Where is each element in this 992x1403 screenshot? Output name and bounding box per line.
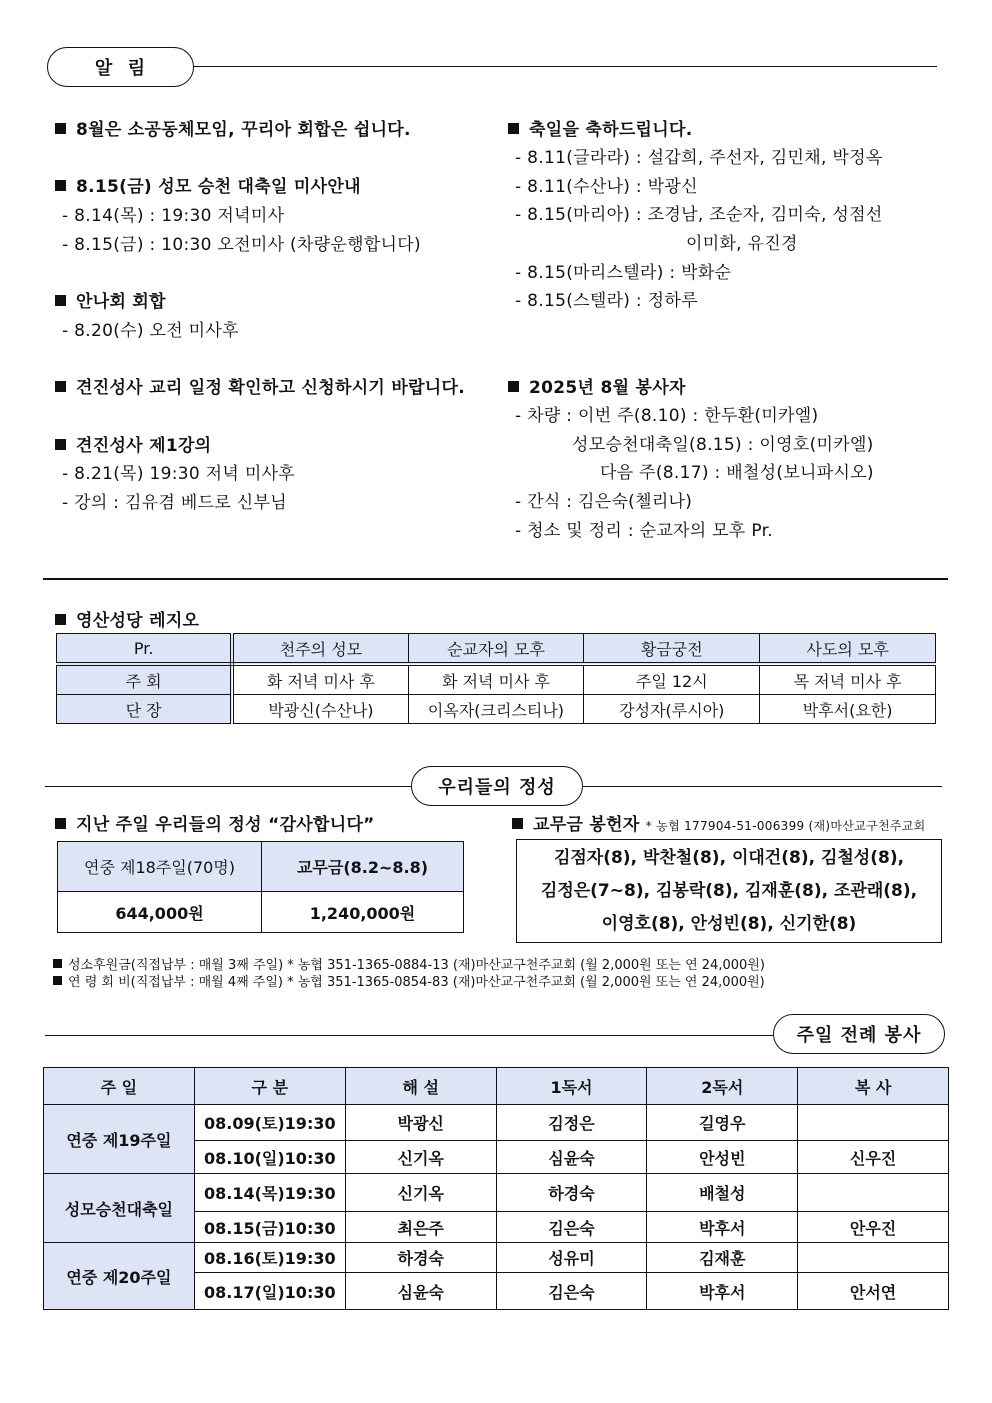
liturgy-reader-1: 김은숙 <box>496 1273 647 1310</box>
square-bullet-icon <box>55 381 66 392</box>
liturgy-reader-2: 박후서 <box>647 1273 798 1310</box>
notice-line: 성모승천대축일(8.15) : 이영호(미카엘) <box>572 435 874 455</box>
liturgy-reader-2: 안성빈 <box>647 1141 798 1174</box>
square-bullet-icon <box>55 180 66 191</box>
square-bullet-icon <box>55 295 66 306</box>
notice-line: - 8.15(금) : 10:30 오전미사 (차량운행합니다) <box>62 235 421 255</box>
notices-rule <box>193 66 937 67</box>
notice-heading: 견진성사 제1강의 <box>55 431 211 456</box>
liturgy-time: 08.09(토)19:30 <box>194 1105 345 1141</box>
square-bullet-icon <box>512 818 523 829</box>
section-divider <box>43 578 948 580</box>
liturgy-row <box>44 1243 949 1273</box>
notices-pill <box>47 47 194 87</box>
square-bullet-icon <box>55 614 66 625</box>
liturgy-sunday-name: 성모승천대축일 <box>44 1174 195 1243</box>
legio-row-label: 주 회 <box>57 664 233 695</box>
donor-line: 김정은(7~8), 김봉락(8), 김재훈(8), 조관래(8), <box>540 881 918 901</box>
liturgy-reader-1: 하경숙 <box>496 1174 647 1212</box>
offering-rule-left <box>45 786 411 787</box>
liturgy-reader-2: 박후서 <box>647 1212 798 1243</box>
notice-line: - 8.15(마리아) : 조경남, 조순자, 김미숙, 성점선 <box>515 205 883 225</box>
vocation-support-note: 성소후원금(직접납부 : 매월 3째 주일) * 농협 351-1365-0884-13 (재)마산교구천주교회 (월 2,000원 또는 연 24,000원) <box>53 954 765 973</box>
legio-cell: 이옥자(크리스티나) <box>408 695 584 724</box>
liturgy-commentator: 박광신 <box>345 1105 496 1141</box>
legio-row <box>57 664 936 695</box>
notice-line: - 8.21(목) 19:30 저녁 미사후 <box>62 464 295 484</box>
donor-line: 김점자(8), 박찬철(8), 이대건(8), 김철성(8), <box>553 848 905 868</box>
offering-value: 644,000원 <box>58 892 262 933</box>
offering-value: 1,240,000원 <box>262 892 464 933</box>
liturgy-time: 08.16(토)19:30 <box>194 1243 345 1273</box>
liturgy-commentator: 신기옥 <box>345 1174 496 1212</box>
liturgy-commentator: 심윤숙 <box>345 1273 496 1310</box>
liturgy-reader-1: 심윤숙 <box>496 1141 647 1174</box>
liturgy-header-cell: 구 분 <box>194 1068 345 1105</box>
notice-line: - 8.15(마리스텔라) : 박화순 <box>515 263 732 283</box>
liturgy-rule <box>45 1035 773 1036</box>
square-bullet-icon <box>53 976 62 985</box>
square-bullet-icon <box>55 123 66 134</box>
liturgy-server: 안우진 <box>798 1212 949 1243</box>
liturgy-time: 08.17(일)10:30 <box>194 1273 345 1310</box>
offering-pill: 우리들의 정성 <box>411 766 583 806</box>
offering-header-cell: 연중 제18주일(70명) <box>58 842 262 892</box>
legio-header-cell: 천주의 성모 <box>232 634 408 665</box>
legio-header-cell: Pr. <box>57 634 233 665</box>
liturgy-sunday-name: 연중 제19주일 <box>44 1105 195 1174</box>
liturgy-reader-1: 김정은 <box>496 1105 647 1141</box>
liturgy-commentator: 신기옥 <box>345 1141 496 1174</box>
offering-header-cell: 교무금(8.2~8.8) <box>262 842 464 892</box>
notices-pill-label: 알 림 <box>94 58 147 79</box>
liturgy-table <box>43 1067 949 1310</box>
legio-cell: 박광신(수산나) <box>232 695 408 724</box>
funeral-fee-note: 연 령 회 비(직접납부 : 매월 4째 주일) * 농협 351-1365-0854-83 (재)마산교구천주교회 (월 2,000원 또는 연 24,000원) <box>53 971 765 990</box>
offering-header-row <box>58 842 464 892</box>
liturgy-reader-1: 김은숙 <box>496 1212 647 1243</box>
offering-value-row <box>58 892 464 933</box>
liturgy-time: 08.14(목)19:30 <box>194 1174 345 1212</box>
liturgy-commentator: 최은주 <box>345 1212 496 1243</box>
donor-list-box <box>516 839 942 943</box>
liturgy-time: 08.15(금)10:30 <box>194 1212 345 1243</box>
liturgy-row <box>44 1105 949 1141</box>
notice-line: - 8.14(목) : 19:30 저녁미사 <box>62 206 285 226</box>
notice-heading: 축일을 축하드립니다. <box>508 115 692 140</box>
notice-line: 다음 주(8.17) : 배철성(보니파시오) <box>600 463 874 483</box>
notice-heading: 2025년 8월 봉사자 <box>508 373 686 398</box>
liturgy-reader-1: 성유미 <box>496 1243 647 1273</box>
liturgy-header-cell: 해 설 <box>345 1068 496 1105</box>
square-bullet-icon <box>508 123 519 134</box>
legio-header-cell: 순교자의 모후 <box>408 634 584 665</box>
notice-heading: 견진성사 교리 일정 확인하고 신청하시기 바랍니다. <box>55 373 465 398</box>
legio-cell: 박후서(요한) <box>760 695 936 724</box>
liturgy-commentator: 하경숙 <box>345 1243 496 1273</box>
legio-title: 영산성당 레지오 <box>55 606 199 631</box>
notice-line: - 8.11(수산나) : 박광신 <box>515 177 698 197</box>
legio-header-cell: 사도의 모후 <box>760 634 936 665</box>
legio-row <box>57 695 936 724</box>
last-week-offering-title: 지난 주일 우리들의 정성 “감사합니다” <box>55 810 375 835</box>
liturgy-row <box>44 1174 949 1212</box>
liturgy-server <box>798 1105 949 1141</box>
legio-cell: 강성자(루시아) <box>584 695 760 724</box>
notice-line: - 강의 : 김유겸 베드로 신부님 <box>62 493 287 513</box>
liturgy-time: 08.10(일)10:30 <box>194 1141 345 1174</box>
notice-line: - 간식 : 김은숙(첼리나) <box>515 492 693 512</box>
donor-title: 교무금 봉헌자 * 농협 177904-51-006399 (재)마산교구천주교회 <box>512 810 926 835</box>
legio-header-row <box>57 634 936 665</box>
liturgy-sunday-name: 연중 제20주일 <box>44 1243 195 1310</box>
legio-cell: 주일 12시 <box>584 664 760 695</box>
square-bullet-icon <box>508 381 519 392</box>
liturgy-server <box>798 1174 949 1212</box>
legio-row-label: 단 장 <box>57 695 233 724</box>
liturgy-header-cell: 복 사 <box>798 1068 949 1105</box>
notice-line: - 8.20(수) 오전 미사후 <box>62 321 239 341</box>
liturgy-header-cell: 주 일 <box>44 1068 195 1105</box>
liturgy-header-cell: 2독서 <box>647 1068 798 1105</box>
legio-cell: 목 저녁 미사 후 <box>760 664 936 695</box>
offering-table <box>57 841 464 933</box>
square-bullet-icon <box>53 959 62 968</box>
liturgy-reader-2: 길영우 <box>647 1105 798 1141</box>
square-bullet-icon <box>55 818 66 829</box>
liturgy-server: 신우진 <box>798 1141 949 1174</box>
legio-cell: 화 저녁 미사 후 <box>232 664 408 695</box>
notice-heading: 8.15(금) 성모 승천 대축일 미사안내 <box>55 172 361 197</box>
square-bullet-icon <box>55 439 66 450</box>
donor-line: 이영호(8), 안성빈(8), 신기한(8) <box>601 914 857 934</box>
offering-rule-right <box>582 786 942 787</box>
liturgy-reader-2: 김재훈 <box>647 1243 798 1273</box>
liturgy-server: 안서연 <box>798 1273 949 1310</box>
liturgy-pill: 주일 전례 봉사 <box>773 1014 945 1054</box>
liturgy-server <box>798 1243 949 1273</box>
notice-line: - 8.15(스텔라) : 정하루 <box>515 291 698 311</box>
notice-line: - 청소 및 정리 : 순교자의 모후 Pr. <box>515 521 774 541</box>
notice-heading: 안나회 회합 <box>55 287 166 312</box>
notice-heading: 8월은 소공동체모임, 꾸리아 회합은 쉽니다. <box>55 115 411 140</box>
donor-account: * 농협 177904-51-006399 (재)마산교구천주교회 <box>645 819 926 833</box>
notice-line: 이미화, 유진경 <box>686 234 798 254</box>
liturgy-header-cell: 1독서 <box>496 1068 647 1105</box>
notice-line: - 8.11(글라라) : 설갑희, 주선자, 김민채, 박정옥 <box>515 148 883 168</box>
notice-line: - 차량 : 이번 주(8.10) : 한두환(미카엘) <box>515 406 819 426</box>
legio-table <box>56 633 936 724</box>
legio-cell: 화 저녁 미사 후 <box>408 664 584 695</box>
liturgy-reader-2: 배철성 <box>647 1174 798 1212</box>
legio-header-cell: 황금궁전 <box>584 634 760 665</box>
liturgy-header-row <box>44 1068 949 1105</box>
